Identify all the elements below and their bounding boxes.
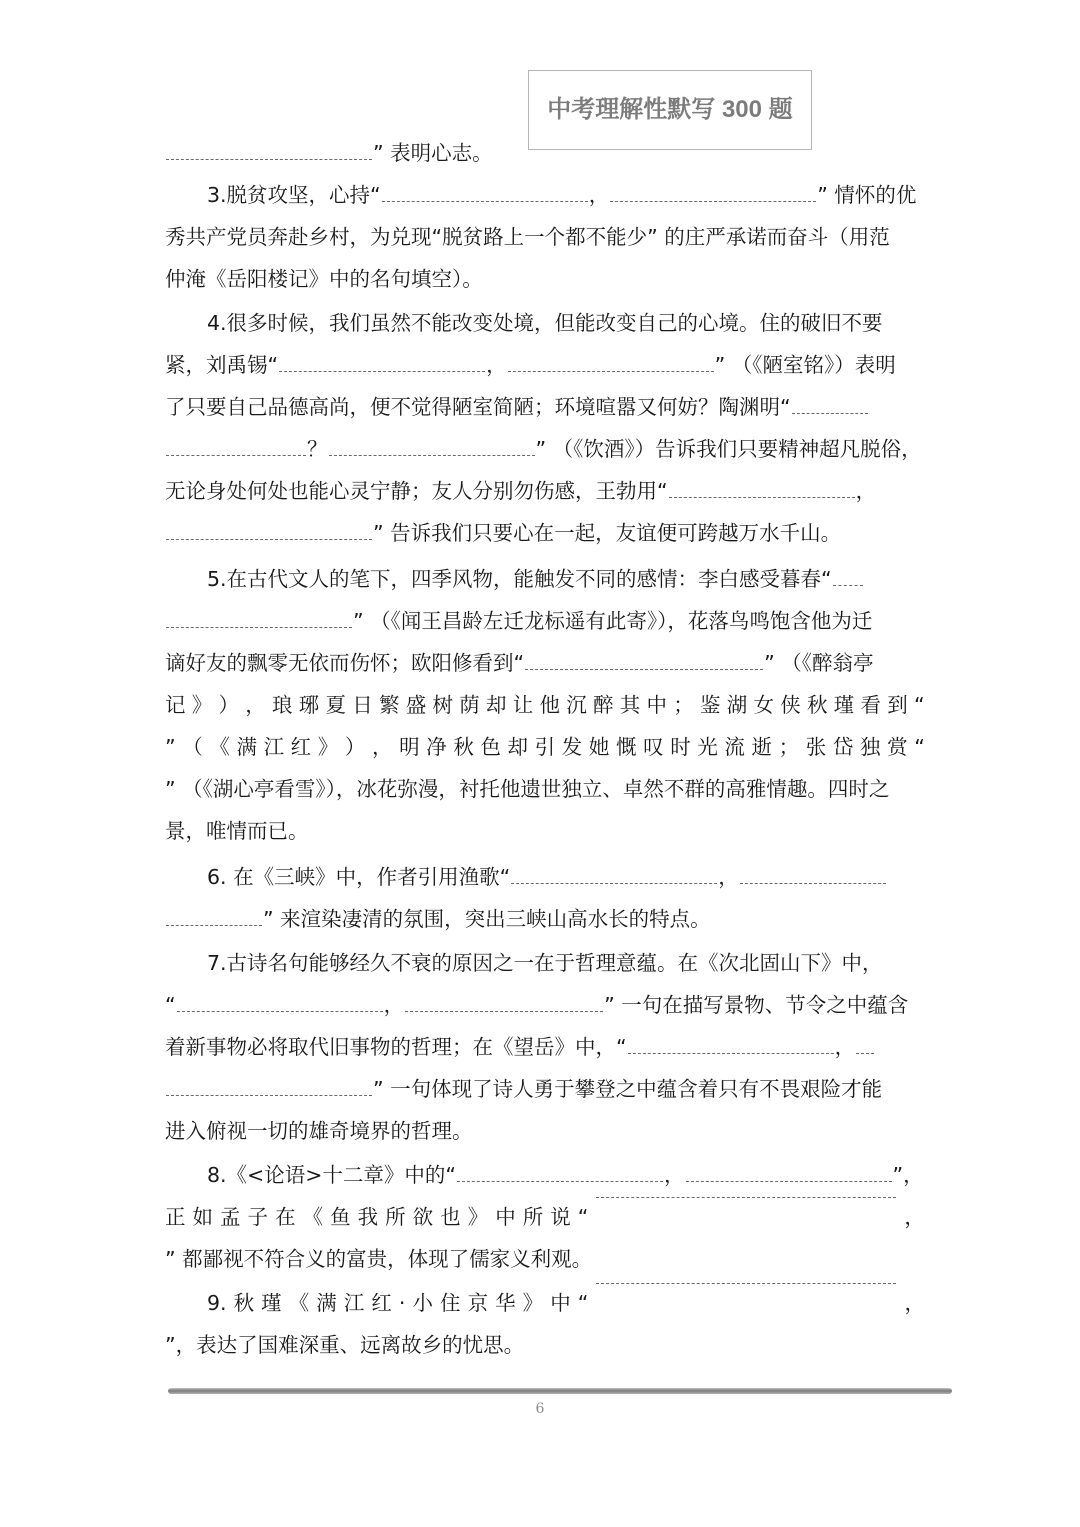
text-line: 紧，刘禹锡“ ， ” （《陋室铭》）表明	[165, 353, 896, 377]
answer-blank[interactable]	[166, 924, 262, 926]
answer-blank[interactable]	[833, 584, 863, 586]
text-line: “ ， ” 一句在描写景物、节令之中蕴含	[165, 993, 909, 1017]
text-line: 记 》 ） ， 琅 琊 夏 日 繁 盛 树 荫 却 让 他 沉 醉 其 中 ； 鉴 湖 女 侠 秋 瑾 看 到 “	[165, 693, 925, 717]
text-line: ” 表明心志。	[165, 132, 925, 174]
text-line: ” （《闻王昌龄左迁龙标遥有此寄》），花落鸟鸣饱含他为迁	[165, 600, 925, 642]
answer-blank[interactable]	[596, 1196, 896, 1198]
answer-blank[interactable]	[177, 1010, 383, 1012]
answer-blank[interactable]	[166, 158, 372, 160]
answer-blank[interactable]	[686, 1180, 892, 1182]
answer-blank[interactable]	[382, 200, 588, 202]
text-line: 进入俯视一切的雄奇境界的哲理。	[165, 1119, 473, 1143]
answer-blank[interactable]	[166, 454, 306, 456]
answer-blank[interactable]	[508, 370, 714, 372]
text-line: 仲淹《岳阳楼记》中的名句填空）。	[165, 267, 483, 291]
question-7-line: 7.古诗名句能够经久不衰的原因之一在于哲理意蕴。在《次北固山下》中，	[207, 951, 883, 975]
text-line: ” 来渲染凄清的氛围，突出三峡山高水长的特点。	[165, 898, 925, 940]
text-line: ” 告诉我们只要心在一起，友谊便可跨越万水千山。	[165, 512, 925, 554]
text-line: ” （《湖心亭看雪》），冰花弥漫，衬托他遗世独立、卓然不群的高雅情趣。四时之	[165, 777, 890, 801]
answer-blank[interactable]	[525, 668, 763, 670]
answer-blank[interactable]	[610, 200, 816, 202]
question-9-line: 9. 秋 瑾 《 满 江 红 · 小 住 京 华 》 中 “ ，	[207, 1282, 925, 1324]
answer-blank[interactable]	[511, 882, 717, 884]
page-number: 6	[535, 1401, 545, 1417]
answer-blank[interactable]	[669, 496, 855, 498]
text-line: 了只要自己品德高尚，便不觉得陋室简陋；环境喧嚣又何妨？陶渊明“	[165, 386, 925, 428]
text-line: ？ ” （《饮酒》）告诉我们只要精神超凡脱俗，	[165, 428, 925, 470]
text-line: 无论身处何处也能心灵宁静；友人分别勿伤感，王勃用“ ，	[165, 479, 877, 503]
answer-blank[interactable]	[628, 1052, 834, 1054]
answer-blank[interactable]	[405, 1010, 603, 1012]
answer-blank[interactable]	[329, 454, 535, 456]
footer-rule	[168, 1388, 952, 1394]
document-title: 中考理解性默写 300 题	[547, 96, 793, 123]
answer-blank[interactable]	[166, 626, 352, 628]
text-line: ” 都鄙视不符合义的富贵，体现了儒家义利观。	[165, 1247, 593, 1271]
answer-blank[interactable]	[279, 370, 485, 372]
answer-blank[interactable]	[166, 538, 372, 540]
answer-blank[interactable]	[792, 412, 868, 414]
text-line: 谪好友的飘零无依而伤怀；欧阳修看到“ ” （《醉翁亭	[165, 651, 874, 675]
answer-blank[interactable]	[740, 882, 886, 884]
text-line: 正 如 孟 子 在 《 鱼 我 所 欲 也 》 中 所 说 “ ，	[165, 1196, 925, 1238]
answer-blank[interactable]	[166, 1094, 372, 1096]
question-4-line: 4.很多时候，我们虽然不能改变处境，但能改变自己的心境。住的破旧不要	[207, 311, 883, 335]
text-line: ” 一句体现了诗人勇于攀登之中蕴含着只有不畏艰险才能	[165, 1068, 925, 1110]
question-8-line: 8.《<论语>十二章》中的“ ， ”，	[207, 1163, 924, 1187]
question-5-line: 5.在古代文人的笔下，四季风物，能触发不同的感情：李白感受暮春“	[207, 558, 925, 600]
text-line: ” （ 《 满 江 红 》 ） ， 明 净 秋 色 却 引 发 她 慨 叹 时 光 流 逝 ； 张 岱 独 赏 “	[165, 735, 925, 759]
answer-blank[interactable]	[856, 1052, 874, 1054]
text-line: ”，表达了国难深重、远离故乡的忧思。	[165, 1333, 525, 1357]
text-line: 景，唯情而已。	[165, 819, 309, 843]
answer-blank[interactable]	[596, 1282, 896, 1284]
question-6-line: 6. 在《三峡》中，作者引用渔歌“ ，	[207, 856, 925, 898]
question-3-line: 3.脱贫攻坚，心持“ ， ” 情怀的优	[207, 183, 917, 207]
text-line: 着新事物必将取代旧事物的哲理；在《望岳》中，“ ，	[165, 1026, 925, 1068]
answer-blank[interactable]	[457, 1180, 663, 1182]
text-line: 秀共产党员奔赴乡村，为兑现“脱贫路上一个都不能少” 的庄严承诺而奋斗（用范	[165, 225, 890, 249]
